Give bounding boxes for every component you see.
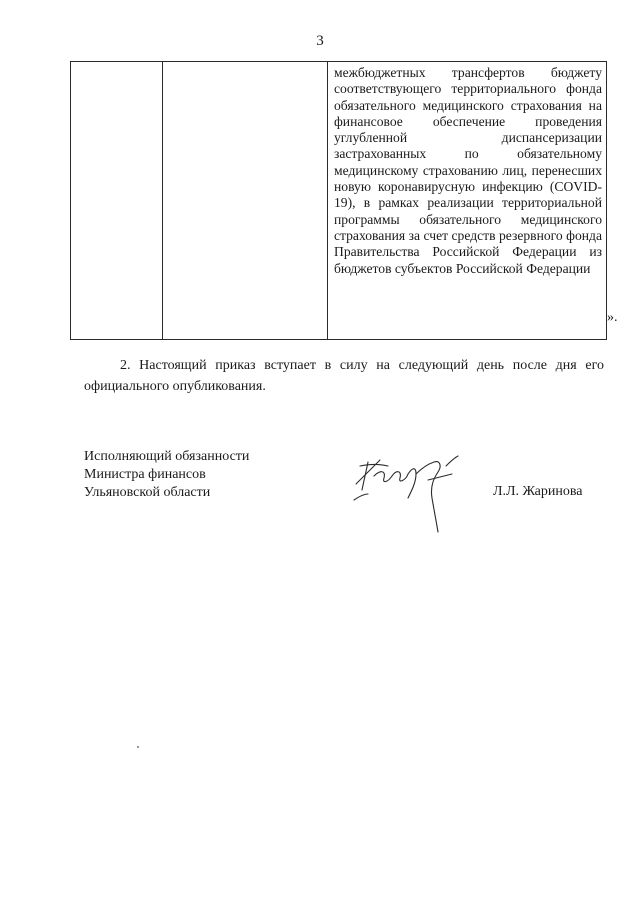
signer-title-line-1: Исполняющий обязанности — [84, 449, 250, 464]
signer-title-line-2: Министра финансов — [84, 467, 206, 482]
signer-title-line-3: Ульяновской области — [84, 485, 211, 500]
signer-name: Л.Л. Жаринова — [493, 484, 583, 499]
closing-quote: ». — [607, 310, 618, 325]
table-cell-col1 — [71, 62, 163, 340]
clause-2-paragraph: 2. Настоящий приказ вступает в силу на следующий день после дня его официального опубликования. — [84, 358, 604, 394]
handwritten-signature — [350, 446, 470, 536]
cell-description-text: межбюджетных трансфертов бюджету соответствующего территориального фонда обязательного медицинского страхования на финансовое обеспечение проведения углубленной диспансеризации застрахованных по обязательному медицинскому страхованию лиц, перенесших новую коронавирусную инфекцию (COVID-19), в рамках реализации территориальной программы обязательного медицинского страхования за счет средств резервного фонда Правительства Российской Федерации из бюджетов субъектов Российской Федерации — [334, 65, 602, 276]
scan-speck — [137, 746, 139, 748]
table-cell-col2 — [163, 62, 328, 340]
table-row — [71, 62, 607, 340]
table-cell-description — [328, 62, 607, 340]
continuation-table — [70, 61, 607, 340]
page-number: 3 — [316, 33, 324, 49]
